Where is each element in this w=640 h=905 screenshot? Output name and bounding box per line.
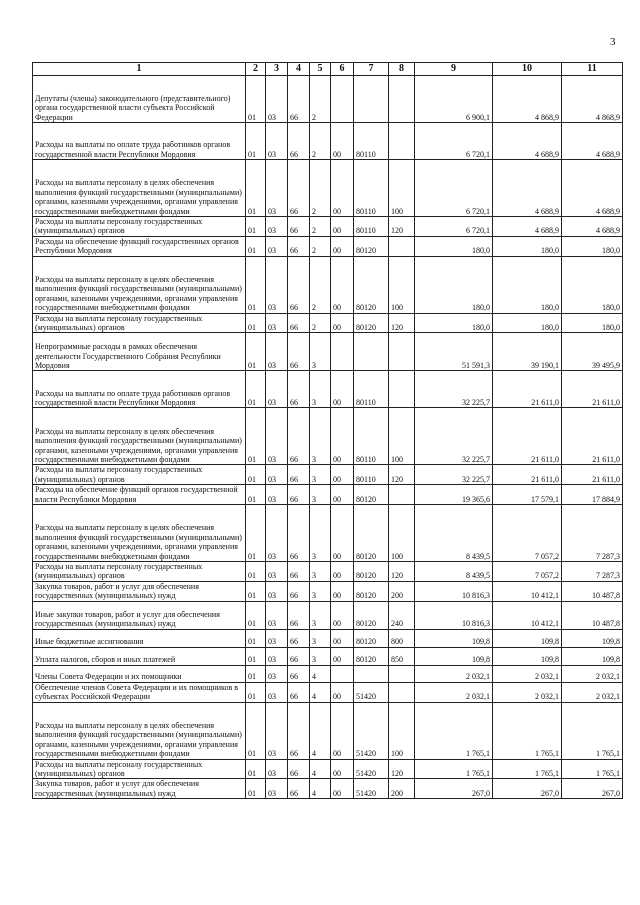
amount-2018: 1 765,1 <box>415 702 493 759</box>
row-description: Члены Совета Федерации и их помощники <box>33 665 246 682</box>
subsection-code: 03 <box>266 160 288 217</box>
amount-2020: 21 611,0 <box>562 371 623 408</box>
program-code: 66 <box>288 123 310 160</box>
expense-type-code: 100 <box>389 408 415 465</box>
subprogram-code: 3 <box>310 505 331 562</box>
direction-code: 80110 <box>354 217 389 237</box>
event-code: 00 <box>331 160 354 217</box>
program-code: 66 <box>288 408 310 465</box>
amount-2019: 10 412,1 <box>493 581 562 601</box>
subsection-code: 03 <box>266 76 288 123</box>
table-row <box>33 236 623 256</box>
subsection-code: 03 <box>266 123 288 160</box>
event-code: 00 <box>331 779 354 799</box>
subsection-code: 03 <box>266 629 288 647</box>
amount-2018: 2 032,1 <box>415 665 493 682</box>
expense-type-code <box>389 682 415 702</box>
column-header-6: 6 <box>331 63 354 76</box>
amount-2020: 21 611,0 <box>562 465 623 485</box>
direction-code: 80120 <box>354 485 389 505</box>
program-code: 66 <box>288 256 310 313</box>
expense-type-code <box>389 76 415 123</box>
event-code: 00 <box>331 236 354 256</box>
program-code: 66 <box>288 217 310 237</box>
section-code: 01 <box>246 333 266 371</box>
subprogram-code: 4 <box>310 665 331 682</box>
section-code: 01 <box>246 217 266 237</box>
table-row <box>33 759 623 779</box>
subprogram-code: 2 <box>310 160 331 217</box>
amount-2020: 10 487,8 <box>562 601 623 629</box>
table-row <box>33 665 623 682</box>
subprogram-code: 2 <box>310 76 331 123</box>
amount-2019: 4 688,9 <box>493 217 562 237</box>
amount-2018: 10 816,3 <box>415 581 493 601</box>
program-code: 66 <box>288 647 310 665</box>
row-description: Расходы на обеспечение функций государственных органов Республики Мордовия <box>33 236 246 256</box>
amount-2018: 6 720,1 <box>415 160 493 217</box>
direction-code: 80120 <box>354 562 389 582</box>
direction-code: 51420 <box>354 759 389 779</box>
table-row <box>33 629 623 647</box>
event-code: 00 <box>331 217 354 237</box>
column-header-7: 7 <box>354 63 389 76</box>
amount-2020: 109,8 <box>562 629 623 647</box>
subprogram-code: 2 <box>310 217 331 237</box>
amount-2018: 267,0 <box>415 779 493 799</box>
amount-2019: 4 688,9 <box>493 160 562 217</box>
row-description: Закупка товаров, работ и услуг для обеспечения государственных (муниципальных) нужд <box>33 581 246 601</box>
expense-type-code <box>389 485 415 505</box>
subsection-code: 03 <box>266 647 288 665</box>
amount-2019: 4 868,9 <box>493 76 562 123</box>
section-code: 01 <box>246 581 266 601</box>
row-description: Депутаты (члены) законодательного (представительного) органа государственной власти субъекта Российской Федерации <box>33 76 246 123</box>
subsection-code: 03 <box>266 665 288 682</box>
table-row <box>33 465 623 485</box>
direction-code: 80110 <box>354 371 389 408</box>
section-code: 01 <box>246 76 266 123</box>
section-code: 01 <box>246 236 266 256</box>
amount-2020: 267,0 <box>562 779 623 799</box>
direction-code: 80110 <box>354 408 389 465</box>
subsection-code: 03 <box>266 485 288 505</box>
amount-2020: 21 611,0 <box>562 408 623 465</box>
section-code: 01 <box>246 123 266 160</box>
expense-type-code <box>389 665 415 682</box>
amount-2019: 180,0 <box>493 313 562 333</box>
event-code: 00 <box>331 601 354 629</box>
column-header-8: 8 <box>389 63 415 76</box>
direction-code: 80120 <box>354 629 389 647</box>
program-code: 66 <box>288 313 310 333</box>
row-description: Расходы на выплаты персоналу в целях обеспечения выполнения функций государственными (муниципальными) органами, казенными учреждениями, органами управления государственными внебюджетными фондами <box>33 505 246 562</box>
amount-2019: 7 057,2 <box>493 505 562 562</box>
amount-2020: 1 765,1 <box>562 759 623 779</box>
program-code: 66 <box>288 702 310 759</box>
row-description: Обеспечение членов Совета Федерации и их помощников в субъектах Российской Федерации <box>33 682 246 702</box>
amount-2018: 8 439,5 <box>415 562 493 582</box>
row-description: Расходы на выплаты по оплате труда работников органов государственной власти Республики Мордовия <box>33 123 246 160</box>
amount-2018: 6 720,1 <box>415 123 493 160</box>
amount-2018: 109,8 <box>415 647 493 665</box>
expense-type-code: 100 <box>389 160 415 217</box>
amount-2018: 180,0 <box>415 256 493 313</box>
amount-2020: 7 287,3 <box>562 505 623 562</box>
expense-type-code <box>389 123 415 160</box>
program-code: 66 <box>288 371 310 408</box>
program-code: 66 <box>288 562 310 582</box>
subprogram-code: 4 <box>310 779 331 799</box>
subprogram-code: 4 <box>310 702 331 759</box>
expense-type-code <box>389 371 415 408</box>
section-code: 01 <box>246 682 266 702</box>
table-row <box>33 702 623 759</box>
subprogram-code: 3 <box>310 465 331 485</box>
row-description: Расходы на выплаты персоналу в целях обеспечения выполнения функций государственными (муниципальными) органами, казенными учреждениями, органами управления государственными внебюджетными фондами <box>33 160 246 217</box>
row-description: Расходы на выплаты персоналу государственных (муниципальных) органов <box>33 465 246 485</box>
subprogram-code: 4 <box>310 682 331 702</box>
amount-2018: 6 900,1 <box>415 76 493 123</box>
table-row <box>33 485 623 505</box>
subprogram-code: 3 <box>310 485 331 505</box>
subprogram-code: 2 <box>310 236 331 256</box>
subprogram-code: 3 <box>310 371 331 408</box>
amount-2020: 109,8 <box>562 647 623 665</box>
row-description: Расходы на выплаты персоналу государственных (муниципальных) органов <box>33 759 246 779</box>
amount-2019: 10 412,1 <box>493 601 562 629</box>
row-description: Расходы на выплаты персоналу в целях обеспечения выполнения функций государственными (муниципальными) органами, казенными учреждениями, органами управления государственными внебюджетными фондами <box>33 256 246 313</box>
column-header-2: 2 <box>246 63 266 76</box>
amount-2018: 19 365,6 <box>415 485 493 505</box>
direction-code: 51420 <box>354 779 389 799</box>
program-code: 66 <box>288 485 310 505</box>
event-code: 00 <box>331 371 354 408</box>
event-code: 00 <box>331 505 354 562</box>
direction-code: 80120 <box>354 601 389 629</box>
expense-type-code: 100 <box>389 256 415 313</box>
subsection-code: 03 <box>266 313 288 333</box>
direction-code: 80120 <box>354 647 389 665</box>
amount-2020: 2 032,1 <box>562 665 623 682</box>
subsection-code: 03 <box>266 505 288 562</box>
amount-2020: 4 688,9 <box>562 217 623 237</box>
program-code: 66 <box>288 779 310 799</box>
event-code: 00 <box>331 465 354 485</box>
amount-2019: 109,8 <box>493 647 562 665</box>
direction-code: 80110 <box>354 465 389 485</box>
section-code: 01 <box>246 601 266 629</box>
amount-2020: 180,0 <box>562 256 623 313</box>
amount-2019: 21 611,0 <box>493 371 562 408</box>
program-code: 66 <box>288 581 310 601</box>
subsection-code: 03 <box>266 465 288 485</box>
amount-2018: 32 225,7 <box>415 408 493 465</box>
direction-code: 80120 <box>354 581 389 601</box>
event-code: 00 <box>331 702 354 759</box>
direction-code: 80110 <box>354 160 389 217</box>
direction-code: 51420 <box>354 682 389 702</box>
table-row <box>33 779 623 799</box>
row-description: Расходы на выплаты персоналу в целях обеспечения выполнения функций государственными (муниципальными) органами, казенными учреждениями, органами управления государственными внебюджетными фондами <box>33 702 246 759</box>
table-row <box>33 581 623 601</box>
event-code <box>331 665 354 682</box>
program-code: 66 <box>288 465 310 485</box>
direction-code <box>354 333 389 371</box>
column-header-9: 9 <box>415 63 493 76</box>
expense-type-code <box>389 333 415 371</box>
event-code: 00 <box>331 123 354 160</box>
direction-code: 80120 <box>354 236 389 256</box>
subsection-code: 03 <box>266 601 288 629</box>
table-header-row <box>33 63 623 76</box>
event-code: 00 <box>331 256 354 313</box>
subprogram-code: 3 <box>310 333 331 371</box>
page-number: 3 <box>610 36 616 48</box>
amount-2019: 21 611,0 <box>493 408 562 465</box>
section-code: 01 <box>246 702 266 759</box>
direction-code: 51420 <box>354 702 389 759</box>
row-description: Уплата налогов, сборов и иных платежей <box>33 647 246 665</box>
table-row <box>33 505 623 562</box>
section-code: 01 <box>246 629 266 647</box>
program-code: 66 <box>288 682 310 702</box>
row-description: Непрограммные расходы в рамках обеспечения деятельности Государственного Собрания Республики Мордовия <box>33 333 246 371</box>
expense-type-code: 120 <box>389 217 415 237</box>
event-code: 00 <box>331 682 354 702</box>
amount-2019: 2 032,1 <box>493 682 562 702</box>
subprogram-code: 2 <box>310 256 331 313</box>
row-description: Расходы на выплаты персоналу государственных (муниципальных) органов <box>33 313 246 333</box>
amount-2019: 7 057,2 <box>493 562 562 582</box>
subprogram-code: 3 <box>310 581 331 601</box>
subsection-code: 03 <box>266 236 288 256</box>
program-code: 66 <box>288 76 310 123</box>
direction-code: 80120 <box>354 256 389 313</box>
amount-2020: 7 287,3 <box>562 562 623 582</box>
amount-2019: 2 032,1 <box>493 665 562 682</box>
subprogram-code: 3 <box>310 647 331 665</box>
table-row <box>33 371 623 408</box>
expense-type-code: 120 <box>389 759 415 779</box>
subprogram-code: 2 <box>310 123 331 160</box>
section-code: 01 <box>246 647 266 665</box>
amount-2020: 180,0 <box>562 313 623 333</box>
section-code: 01 <box>246 160 266 217</box>
direction-code <box>354 665 389 682</box>
amount-2019: 39 190,1 <box>493 333 562 371</box>
subsection-code: 03 <box>266 759 288 779</box>
column-header-1: 1 <box>33 63 246 76</box>
expense-type-code: 850 <box>389 647 415 665</box>
table-row <box>33 682 623 702</box>
amount-2018: 2 032,1 <box>415 682 493 702</box>
event-code: 00 <box>331 759 354 779</box>
section-code: 01 <box>246 465 266 485</box>
amount-2018: 10 816,3 <box>415 601 493 629</box>
budget-table <box>32 62 623 799</box>
amount-2020: 4 868,9 <box>562 76 623 123</box>
row-description: Расходы на выплаты персоналу государственных (муниципальных) органов <box>33 562 246 582</box>
table-row <box>33 647 623 665</box>
expense-type-code: 240 <box>389 601 415 629</box>
event-code: 00 <box>331 408 354 465</box>
expense-type-code: 100 <box>389 702 415 759</box>
amount-2020: 17 884,9 <box>562 485 623 505</box>
amount-2020: 4 688,9 <box>562 123 623 160</box>
amount-2019: 17 579,1 <box>493 485 562 505</box>
subsection-code: 03 <box>266 256 288 313</box>
direction-code: 80110 <box>354 123 389 160</box>
section-code: 01 <box>246 665 266 682</box>
amount-2020: 10 487,8 <box>562 581 623 601</box>
subprogram-code: 3 <box>310 408 331 465</box>
section-code: 01 <box>246 313 266 333</box>
table-row <box>33 76 623 123</box>
subsection-code: 03 <box>266 562 288 582</box>
subsection-code: 03 <box>266 682 288 702</box>
amount-2019: 1 765,1 <box>493 702 562 759</box>
amount-2018: 32 225,7 <box>415 465 493 485</box>
amount-2020: 2 032,1 <box>562 682 623 702</box>
subsection-code: 03 <box>266 408 288 465</box>
expense-type-code: 120 <box>389 313 415 333</box>
section-code: 01 <box>246 562 266 582</box>
amount-2019: 1 765,1 <box>493 759 562 779</box>
event-code: 00 <box>331 647 354 665</box>
amount-2020: 4 688,9 <box>562 160 623 217</box>
row-description: Закупка товаров, работ и услуг для обеспечения государственных (муниципальных) нужд <box>33 779 246 799</box>
program-code: 66 <box>288 629 310 647</box>
amount-2019: 180,0 <box>493 256 562 313</box>
amount-2018: 1 765,1 <box>415 759 493 779</box>
subsection-code: 03 <box>266 779 288 799</box>
amount-2019: 267,0 <box>493 779 562 799</box>
table-row <box>33 333 623 371</box>
event-code <box>331 76 354 123</box>
row-description: Иные закупки товаров, работ и услуг для обеспечения государственных (муниципальных) нужд <box>33 601 246 629</box>
section-code: 01 <box>246 505 266 562</box>
expense-type-code: 100 <box>389 505 415 562</box>
event-code <box>331 333 354 371</box>
table-row <box>33 256 623 313</box>
section-code: 01 <box>246 408 266 465</box>
amount-2018: 180,0 <box>415 313 493 333</box>
event-code: 00 <box>331 485 354 505</box>
expense-type-code: 800 <box>389 629 415 647</box>
amount-2018: 8 439,5 <box>415 505 493 562</box>
table-row <box>33 123 623 160</box>
column-header-10: 10 <box>493 63 562 76</box>
program-code: 66 <box>288 601 310 629</box>
amount-2019: 4 688,9 <box>493 123 562 160</box>
expense-type-code: 200 <box>389 779 415 799</box>
amount-2019: 21 611,0 <box>493 465 562 485</box>
expense-type-code: 120 <box>389 465 415 485</box>
section-code: 01 <box>246 779 266 799</box>
section-code: 01 <box>246 485 266 505</box>
subsection-code: 03 <box>266 371 288 408</box>
table-body <box>33 76 623 799</box>
amount-2020: 1 765,1 <box>562 702 623 759</box>
row-description: Расходы на выплаты персоналу государственных (муниципальных) органов <box>33 217 246 237</box>
program-code: 66 <box>288 160 310 217</box>
program-code: 66 <box>288 665 310 682</box>
subsection-code: 03 <box>266 217 288 237</box>
row-description: Расходы на выплаты по оплате труда работников органов государственной власти Республики Мордовия <box>33 371 246 408</box>
program-code: 66 <box>288 505 310 562</box>
program-code: 66 <box>288 236 310 256</box>
event-code: 00 <box>331 629 354 647</box>
row-description: Расходы на выплаты персоналу в целях обеспечения выполнения функций государственными (муниципальными) органами, казенными учреждениями, органами управления государственными внебюджетными фондами <box>33 408 246 465</box>
amount-2019: 180,0 <box>493 236 562 256</box>
amount-2018: 180,0 <box>415 236 493 256</box>
column-header-5: 5 <box>310 63 331 76</box>
row-description: Иные бюджетные ассигнования <box>33 629 246 647</box>
subprogram-code: 2 <box>310 313 331 333</box>
expense-type-code: 120 <box>389 562 415 582</box>
row-description: Расходы на обеспечение функций органов государственной власти Республики Мордовия <box>33 485 246 505</box>
amount-2018: 51 591,3 <box>415 333 493 371</box>
subsection-code: 03 <box>266 581 288 601</box>
column-header-11: 11 <box>562 63 623 76</box>
table-row <box>33 601 623 629</box>
subsection-code: 03 <box>266 333 288 371</box>
expense-type-code: 200 <box>389 581 415 601</box>
table-row <box>33 408 623 465</box>
section-code: 01 <box>246 759 266 779</box>
table-row <box>33 217 623 237</box>
direction-code <box>354 76 389 123</box>
amount-2018: 109,8 <box>415 629 493 647</box>
program-code: 66 <box>288 759 310 779</box>
section-code: 01 <box>246 371 266 408</box>
subsection-code: 03 <box>266 702 288 759</box>
subprogram-code: 3 <box>310 562 331 582</box>
amount-2019: 109,8 <box>493 629 562 647</box>
event-code: 00 <box>331 562 354 582</box>
column-header-3: 3 <box>266 63 288 76</box>
table-row <box>33 562 623 582</box>
column-header-4: 4 <box>288 63 310 76</box>
table-row <box>33 313 623 333</box>
amount-2018: 32 225,7 <box>415 371 493 408</box>
expense-type-code <box>389 236 415 256</box>
direction-code: 80120 <box>354 505 389 562</box>
event-code: 00 <box>331 313 354 333</box>
direction-code: 80120 <box>354 313 389 333</box>
subprogram-code: 3 <box>310 601 331 629</box>
program-code: 66 <box>288 333 310 371</box>
table-row <box>33 160 623 217</box>
amount-2020: 39 495,9 <box>562 333 623 371</box>
section-code: 01 <box>246 256 266 313</box>
amount-2018: 6 720,1 <box>415 217 493 237</box>
event-code: 00 <box>331 581 354 601</box>
subprogram-code: 4 <box>310 759 331 779</box>
amount-2020: 180,0 <box>562 236 623 256</box>
subprogram-code: 3 <box>310 629 331 647</box>
